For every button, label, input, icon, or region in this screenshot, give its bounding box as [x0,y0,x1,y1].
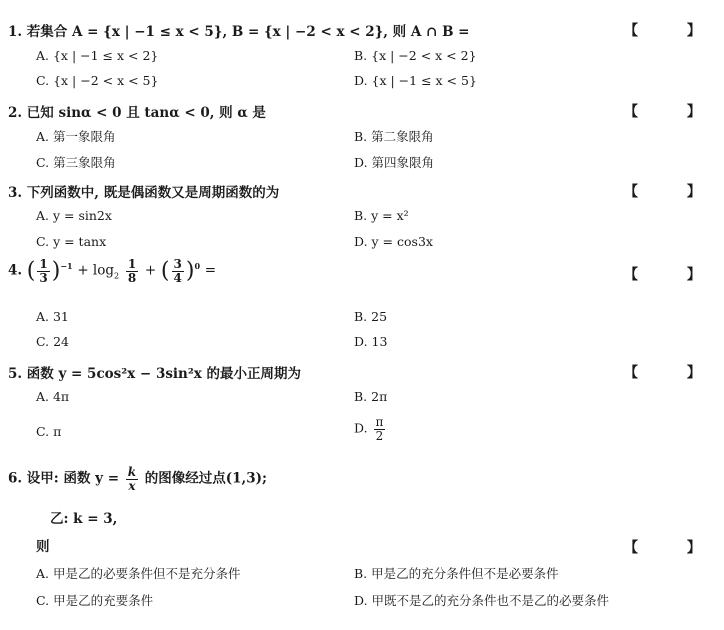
question-4-option-b: B. 25 [354,309,388,324]
question-6-line-3: 则 [36,539,50,555]
question-5-option-b: B. 2π [354,389,388,404]
question-5-stem: 5. 函数 y = 5cos²x − 3sin²x 的最小正周期为 [8,366,302,382]
question-6-stem [8,466,267,492]
equals-sign: = [204,262,217,279]
question-5-option-d-label: D. [354,420,368,436]
question-1-answer-bracket: 【 】 [624,23,723,39]
right-paren: ) [185,258,195,284]
question-3-option-c: C. y = tanx [36,234,107,249]
question-5-option-d [354,416,387,442]
question-6-option-d: D. 甲既不是乙的充分条件也不是乙的必要条件 [354,593,610,608]
fraction-pi-over-two: $\frac{\pi}{2}$ [375,415,384,443]
question-6-line-2: 乙: k = 3, [50,511,118,527]
question-4-answer-bracket: 【 】 [624,267,723,283]
question-2-option-d: D. 第四象限角 [354,155,435,170]
question-3-answer-bracket: 【 】 [624,184,723,200]
question-2-option-c: C. 第三象限角 [36,155,116,170]
question-1-option-a: A. {x | −1 ≤ x < 2} [36,48,159,63]
question-1-option-b: B. {x | −2 < x < 2} [354,48,477,63]
question-4-option-d: D. 13 [354,334,388,349]
question-2-option-b: B. 第二象限角 [354,129,434,144]
question-2-option-a: A. 第一象限角 [36,129,116,144]
question-3-stem: 3. 下列函数中, 既是偶函数又是周期函数的为 [8,185,280,201]
question-4-stem [8,258,216,284]
question-6-answer-bracket: 【 】 [624,540,723,556]
question-5-option-a: A. 4π [36,389,70,404]
left-paren: ( [26,258,36,284]
question-1-stem: 1. 若集合 A = {x | −1 ≤ x < 5}, B = {x | −2 < x < 2}, 则 A ∩ B = [8,24,470,40]
question-6-option-a: A. 甲是乙的必要条件但不是充分条件 [36,566,241,581]
exponent-3: 0 [194,261,201,272]
exponent-1: −1 [60,261,73,272]
question-1-option-d: D. {x | −1 ≤ x < 5} [354,73,477,88]
fraction-one-third: $\frac{1}{3}$ [39,257,48,285]
log-base: 2 [114,271,120,281]
question-5-option-c: C. π [36,424,62,439]
question-2-answer-bracket: 【 】 [624,104,723,120]
question-1-option-c: C. {x | −2 < x < 5} [36,73,159,88]
question-4-option-c: C. 24 [36,334,69,349]
fraction-three-quarters: $\frac{3}{4}$ [173,257,182,285]
log-text: + log [77,262,115,279]
question-5-answer-bracket: 【 】 [624,365,723,381]
question-6-option-c: C. 甲是乙的充要条件 [36,593,154,608]
question-2-stem: 2. 已知 sinα < 0 且 tanα < 0, 则 α 是 [8,105,266,121]
fraction-one-eighth: $\frac{1}{8}$ [127,257,137,285]
plus-sign: + [144,262,157,279]
question-6-stem-pre: 6. 设甲: 函数 y = [8,470,120,487]
question-4-number: 4. [8,262,23,279]
right-paren: ) [51,258,61,284]
question-3-option-b: B. y = x² [354,208,409,223]
fraction-k-over-x: $\frac{k}{x}$ [127,465,137,493]
question-3-option-d: D. y = cos3x [354,234,433,249]
question-4-option-a: A. 31 [36,309,69,324]
question-6-stem-post: 的图像经过点(1,3); [144,470,268,487]
question-3-option-a: A. y = sin2x [36,208,112,223]
question-6-option-b: B. 甲是乙的充分条件但不是必要条件 [354,566,559,581]
left-paren: ( [160,258,170,284]
